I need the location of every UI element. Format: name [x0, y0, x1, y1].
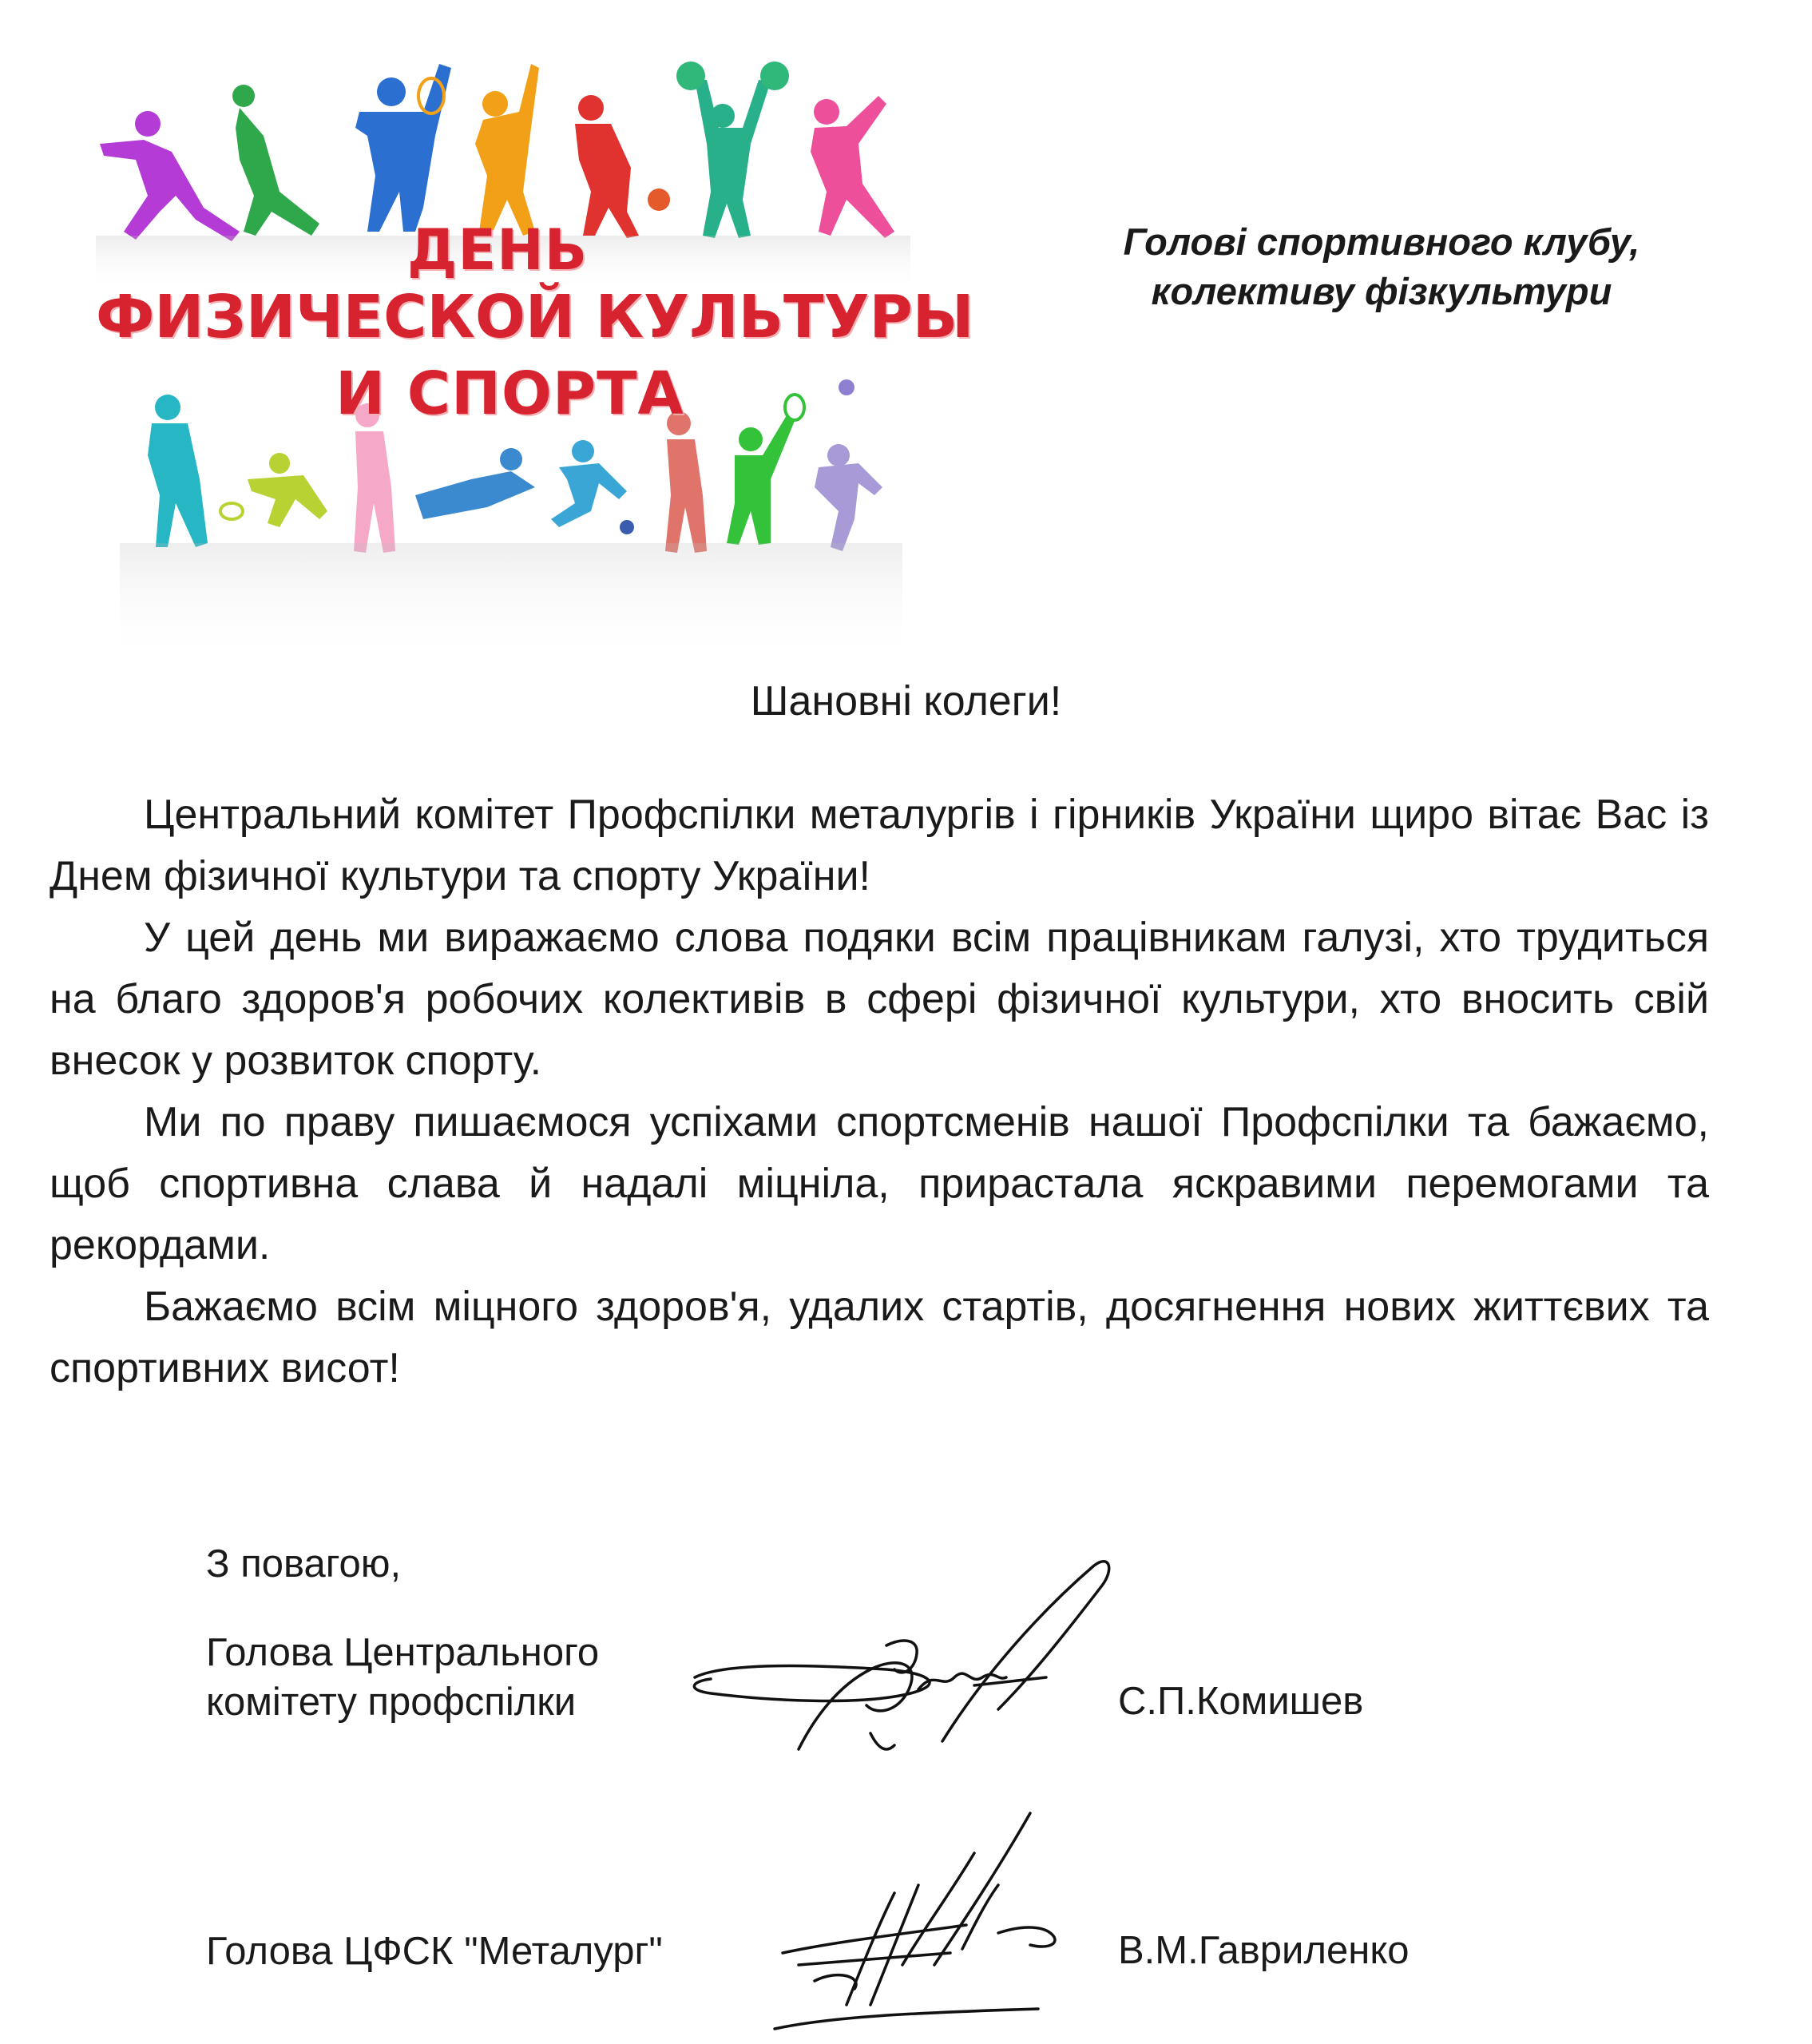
- position-line-1: Голова ЦФСК "Металург": [206, 1930, 663, 1973]
- addressee-line-1: Голові спортивного клубу,: [1123, 220, 1640, 263]
- signature-havrylenko: [767, 1805, 1086, 2037]
- greeting: Шановні колеги!: [750, 678, 1062, 724]
- closing: З повагою,: [206, 1542, 402, 1586]
- signatory-name-2: В.М.Гавриленко: [1118, 1929, 1410, 1972]
- paragraph: Ми по праву пишаємося успіхами спортсменів нашої Профспілки та бажаємо, щоб спортивна слава й надалі міцніла, прирастала яскравими перемогами та рекордами.: [50, 1099, 1709, 1268]
- banner-line-1: ДЕНЬ: [407, 217, 589, 283]
- sports-day-banner: [40, 32, 974, 671]
- banner-title: [40, 32, 974, 671]
- banner-line-3: И СПОРТА: [335, 359, 684, 428]
- addressee-line-2: колективу фізкультури: [1151, 270, 1612, 312]
- position-line-2: комітету профспілки: [206, 1681, 577, 1724]
- paragraph: У цей день ми виражаємо слова подяки всім працівникам галузі, хто трудиться на благо здоров'я робочих колективів в сфері фізичної культури, хто вносить свій внесок у розвиток спорту.: [50, 915, 1709, 1084]
- banner-line-2: ФИЗИЧЕСКОЙ КУЛЬТУРЫ: [96, 283, 974, 351]
- letter-body: [50, 784, 1709, 1399]
- position-line-1: Голова Центрального: [206, 1631, 600, 1674]
- paragraph: Центральний комітет Профспілки металургів і гірників України щиро вітає Вас із Днем фізичної культури та спорту України!: [50, 792, 1709, 899]
- addressee: [1062, 217, 1701, 316]
- paragraph: Бажаємо всім міцного здоров'я, удалих стартів, досягнення нових життєвих та спортивних висот!: [50, 1284, 1709, 1391]
- signatory-position-2: [206, 1927, 663, 1976]
- signature-komyshev: [679, 1550, 1126, 1773]
- signatory-position-1: [206, 1628, 599, 1727]
- signatory-name-1: С.П.Комишев: [1118, 1680, 1364, 1723]
